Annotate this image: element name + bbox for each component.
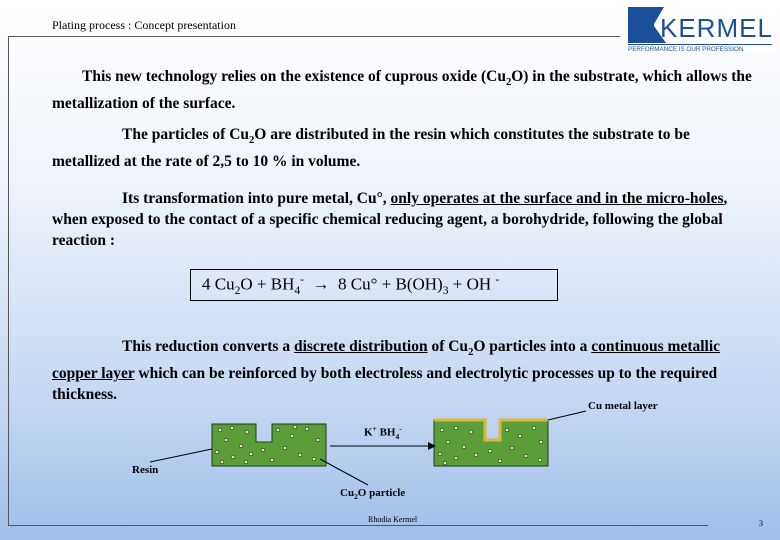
reaction-equation: 4 $Cu_2O + BH_4^- \to 8$ $Cu^\circ + B(OH)_3$ + OH - [202, 273, 500, 298]
p3-text-1: Its transformation into pure metal, Cu°, [122, 190, 391, 207]
label-reagent: K+ $BH_4^-$ [364, 424, 402, 441]
paragraph-cuprous-oxide: This new technology relies on the existence of cuprous oxide $(Cu_2O)$ in the substrate, which allows the metallization of the surface. [52, 68, 752, 113]
resin-block-right [434, 420, 548, 466]
p4-text-3: which can be reinforced by both electroless and electrolytic processes up to the required thickness. [52, 365, 718, 404]
footer-company: Rhodia Kermel [368, 515, 418, 524]
particle-leader [320, 459, 368, 485]
p4-underlined-1: discrete distribution [293, 338, 428, 355]
svg-text:PERFORMANCE IS OUR PROFESSION: PERFORMANCE IS OUR PROFESSION [628, 46, 744, 52]
resin-leader [150, 449, 212, 462]
label-cu-metal-layer: Cu metal layer [588, 400, 658, 412]
header-label: Plating process : Concept presentation [52, 18, 236, 32]
paragraph-reduction: This reduction converts a discrete distribution of $Cu_2O$ particles into a continuous metallic copper layer which can be reinforced by both electroless and electrolytic processes up to the required thickness. [52, 338, 721, 404]
cu-layer-leader [548, 411, 586, 420]
resin-block-left [212, 424, 326, 466]
page-number: 3 [759, 519, 763, 528]
label-cu2o-particle: $Cu_2O$ particle [340, 487, 406, 502]
label-resin: Resin [132, 464, 159, 476]
paragraph-particles: The particles of $Cu_2O$ are distributed in the resin which constitutes the substrate to be metallized at the rate of 2,5 to 10 % in volume. [52, 126, 690, 171]
p3-underlined: only operates at the surface and in the micro-holes [390, 190, 724, 207]
p3-text-2: , when exposed to the contact of a specific chemical reducing agent, a borohydride, following the global reaction : [52, 190, 728, 249]
p4-underlined-2: continuous metallic copper layer [52, 338, 721, 383]
svg-text:KERMEL: KERMEL [660, 13, 773, 43]
